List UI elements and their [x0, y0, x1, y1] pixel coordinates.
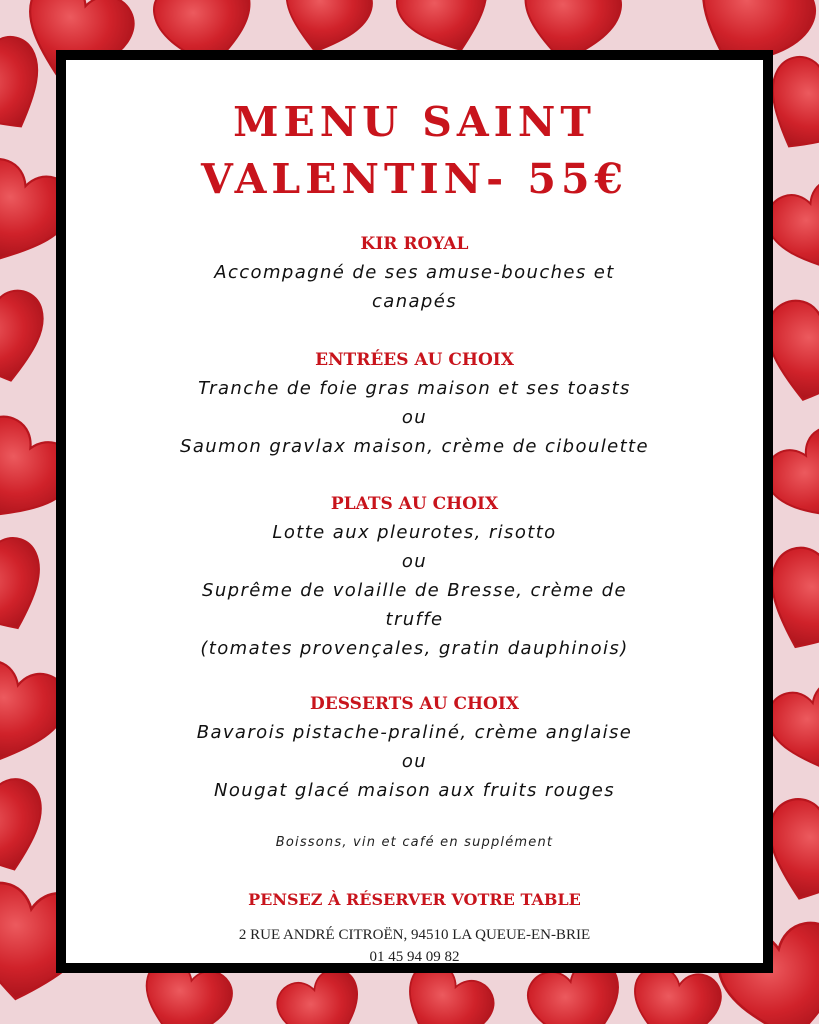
section-title: KIR ROYAL: [360, 234, 469, 254]
menu-line-or: ou: [401, 407, 428, 428]
section-title: ENTRÉES AU CHOIX: [315, 350, 514, 370]
menu-line: Nougat glacé maison aux fruits rouges: [214, 780, 615, 801]
contact-info: [66, 924, 763, 968]
menu-line-or: ou: [401, 751, 428, 772]
section-title: DESSERTS AU CHOIX: [310, 694, 519, 714]
reservation-callout: PENSEZ À RÉSERVER VOTRE TABLE: [248, 890, 581, 909]
menu-line: Accompagné de ses amuse-bouches et: [214, 262, 615, 283]
menu-line: canapés: [371, 291, 458, 312]
section-title: PLATS AU CHOIX: [330, 494, 499, 514]
heart-icon: [0, 279, 61, 401]
section-kir-royal: [66, 230, 763, 316]
menu-line: Bavarois pistache-praliné, crème anglaise: [196, 722, 633, 743]
menu-line: Lotte aux pleurotes, risotto: [272, 522, 557, 543]
title-line-1: MENU SAINT: [233, 98, 596, 146]
menu-line: Suprême de volaille de Bresse, crème de: [202, 580, 627, 601]
title-line-2: VALENTIN- 55€: [200, 155, 629, 203]
menu-line: truffe: [385, 609, 444, 630]
menu-line-or: ou: [401, 551, 428, 572]
menu-title: [66, 94, 763, 208]
heart-icon: [0, 766, 64, 894]
menu-line: (tomates provençales, gratin dauphinois): [200, 638, 629, 659]
phone-number: 01 45 94 09 82: [369, 949, 460, 965]
drinks-note: Boissons, vin et café en supplément: [275, 835, 554, 850]
menu-content: [66, 60, 763, 963]
menu-card: [56, 50, 773, 973]
section-desserts: [66, 690, 763, 805]
section-plats: [66, 490, 763, 663]
address: 2 RUE ANDRÉ CITROËN, 94510 LA QUEUE-EN-BRIE: [238, 927, 591, 943]
menu-line: Tranche de foie gras maison et ses toasts: [198, 378, 631, 399]
section-entrees: [66, 346, 763, 461]
menu-line: Saumon gravlax maison, crème de ciboulette: [180, 436, 649, 457]
